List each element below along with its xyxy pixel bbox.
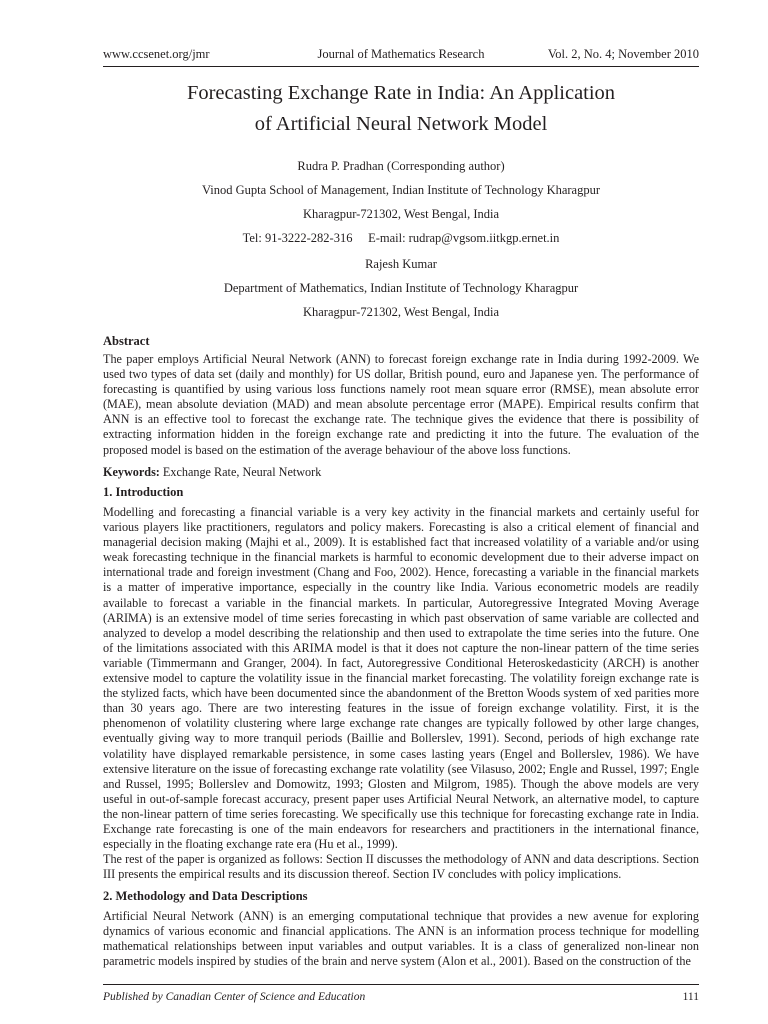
keywords bbox=[103, 465, 321, 480]
section-2-para-1: Artificial Neural Network (ANN) is an emerging computational technique that provides a new avenue for exploring dynamics of various economic and financial applications. The ANN is an information process technique for modelling mathematical relationships between input variables and output variables. It is a class of generalized non-linear non parametric models inspired by studies of the brain and nerve system (Alon et al., 2001). Based on the construction of the bbox=[103, 909, 699, 969]
paper-title bbox=[103, 78, 699, 140]
author-2-affiliation: Department of Mathematics, Indian Institute of Technology Kharagpur bbox=[223, 281, 579, 295]
abstract-text: The paper employs Artificial Neural Network (ANN) to forecast foreign exchange rate in India during 1992-2009. We used two types of data set (daily and monthly) for US dollar, British pound, euro and Japanese yen. The performance of forecasting is quantified by using various loss functions namely root mean square error (RMSE), mean absolute error (MAE), mean absolute deviation (MAD) and mean absolute percentage error (MAPE). Empirical results confirm that ANN is an effective tool to forecast the exchange rate. The technique gives the evidence that there is possibility of extracting information hidden in the foreign exchange rate and predicting it into the future. The evaluation of the proposed model is based on the estimation of the average behaviour of the above loss functions. bbox=[103, 352, 699, 457]
journal-name: Journal of Mathematics Research bbox=[317, 47, 485, 61]
header-rule bbox=[103, 66, 699, 67]
paper-page bbox=[103, 0, 699, 1024]
section-1-para-1: Modelling and forecasting a financial variable is a very key activity in the financial markets and certainly useful for various players like practitioners, regulators and policy makers. Forecasting is also a critical element of financial and managerial decision making (Majhi et al., 2009). It is established fact that increased volatility of a variable and/or using weak forecasting technique in the financial markets is harmful to economic development due to their adverse impact on international trade and foreign investment (Chang and Foo, 2002). Hence, forecasting a variable in the financial markets is a matter of imperative importance, especially in the country like India. Various econometric models are readily available to forecast a variable in the financial markets. In particular, Autoregressive Integrated Moving Average (ARIMA) is an extensive model of time series forecasting in which past observation of same variable are collected and analyzed to develop a model describing the relationship and then used to extrapolate the time series into the future. One of the limitations associated with this ARIMA model is that it does not capture the non-linear pattern of the time series variable (Timmermann and Granger, 2004). In fact, Autoregressive Conditional Heteroskedasticity (ARCH) is another extensive model to capture the volatility issue in the financial market forecasting. The volatility foreign exchange rate is the stylized facts, which have been documented since the abandonment of the Bretton Woods system of xed parities more than 30 years ago. There are two interesting features in the issue of foreign exchange volatility. First, it is the phenomenon of volatility clustering where large exchange rate changes are typically followed by other large changes, eventually giving way to more tranquil periods (Baillie and Bollerslev, 1991). Second, periods of high exchange rate volatility have displayed remarkable persistence, in some cases lasting years (Engel and Bollerslev, 1986). We have extensive literature on the issue of forecasting exchange rate volatility (see Vilasuso, 2002; Engle and Russel, 1997; Engle and Russel, 1995; Bollerslev and Domowitz, 1993; Glosten and Milgrom, 1985). Though the above models are very useful in out-of-sample forecast accuracy, present paper uses Artificial Neural Network, an alternative model, to capture the non-linear pattern of time series forecasting. We specifically use this technique for forecasting exchange rate in India. Exchange rate forecasting is one of the main endeavors for researchers and practitioners in the international finance, especially in the floating exchange rate era (Hu et al., 1999). bbox=[103, 505, 699, 852]
title-line-2: of Artificial Neural Network Model bbox=[254, 113, 548, 135]
journal-url[interactable]: www.ccsenet.org/jmr bbox=[103, 47, 210, 61]
author-1-address: Kharagpur-721302, West Bengal, India bbox=[302, 207, 500, 221]
keywords-value: Exchange Rate, Neural Network bbox=[162, 465, 322, 479]
publisher-line: Published by Canadian Center of Science and Education bbox=[103, 991, 366, 1003]
section-2-heading: 2. Methodology and Data Descriptions bbox=[103, 889, 308, 903]
page-number: 111 bbox=[682, 991, 699, 1003]
title-line-1: Forecasting Exchange Rate in India: An Application bbox=[186, 82, 616, 104]
author-2-address: Kharagpur-721302, West Bengal, India bbox=[302, 305, 500, 319]
abstract-heading: Abstract bbox=[103, 334, 150, 348]
keywords-label: Keywords: bbox=[103, 465, 160, 479]
author-1-block bbox=[103, 154, 699, 250]
running-header bbox=[103, 47, 699, 63]
footer-rule bbox=[103, 984, 699, 985]
author-2-block bbox=[103, 252, 699, 324]
section-1-para-2: The rest of the paper is organized as follows: Section II discusses the methodology of ANN and data descriptions. Section III presents the empirical results and its discussion thereof. Section IV concludes with policy implications. bbox=[103, 852, 699, 882]
author-1-contact: Tel: 91-3222-282-316 E-mail: rudrap@vgsom.iitkgp.ernet.in bbox=[242, 231, 560, 245]
author-1-affiliation: Vinod Gupta School of Management, Indian Institute of Technology Kharagpur bbox=[201, 183, 601, 197]
section-1-heading: 1. Introduction bbox=[103, 485, 184, 499]
author-1-name: Rudra P. Pradhan (Corresponding author) bbox=[297, 159, 505, 173]
author-2-name: Rajesh Kumar bbox=[365, 257, 437, 271]
issue-info: Vol. 2, No. 4; November 2010 bbox=[547, 47, 699, 61]
